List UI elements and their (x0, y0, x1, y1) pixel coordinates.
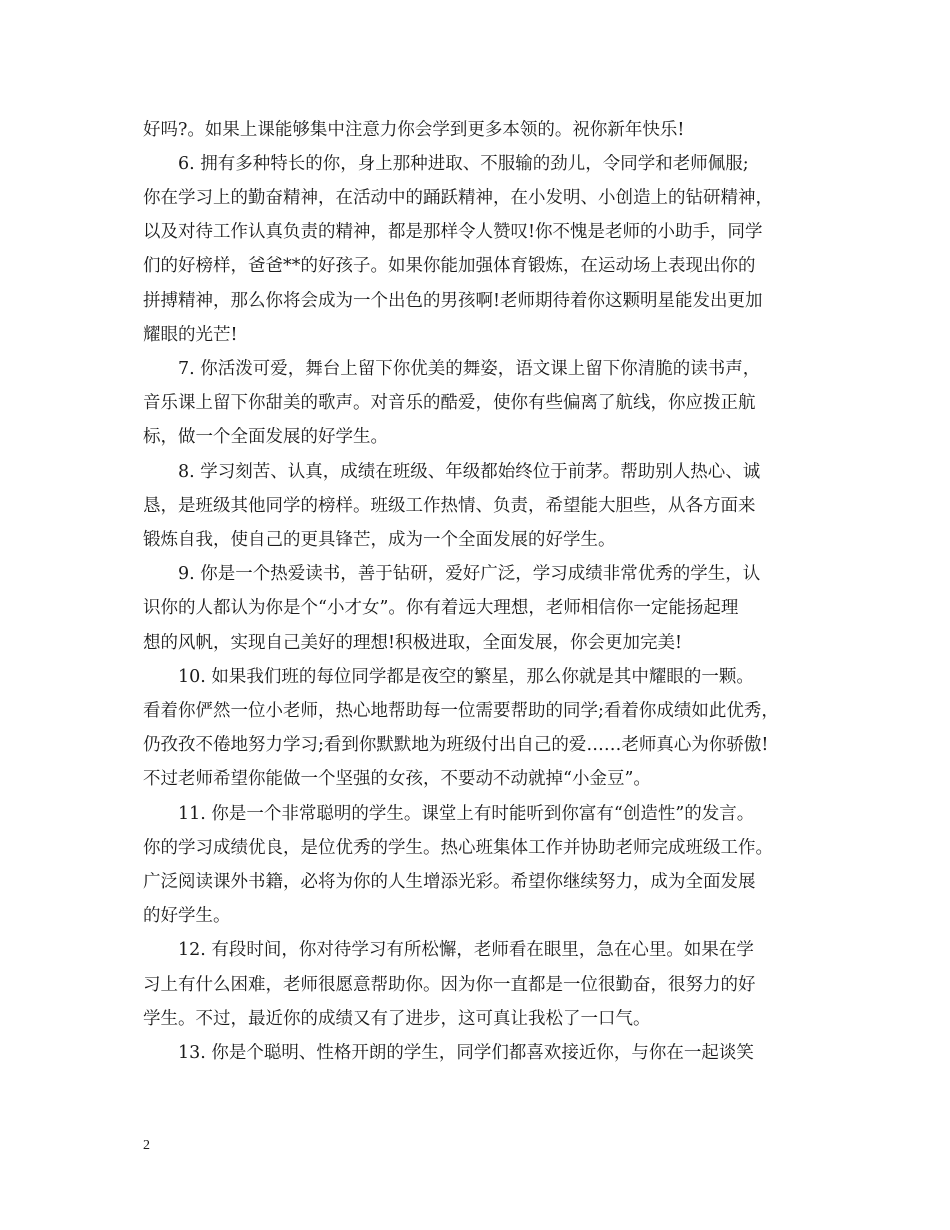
text-line: 恳，是班级其他同学的榜样。班级工作热情、负责，希望能大胆些，从各方面来 (143, 496, 756, 516)
text-line: 音乐课上留下你甜美的歌声。对音乐的酷爱，使你有些偏离了航线，你应拨正航 (143, 393, 756, 413)
text-line: 以及对待工作认真负责的精神，都是那样令人赞叹!你不愧是老师的小助手，同学 (143, 222, 763, 242)
text-line: 识你的人都认为你是个“小才女”。你有着远大理想，老师相信你一定能扬起理 (143, 598, 739, 618)
text-line: 8. 学习刻苦、认真，成绩在班级、年级都始终位于前茅。帮助别人热心、诚 (178, 462, 761, 482)
page-number: 2 (143, 1138, 150, 1153)
text-line: 13. 你是个聪明、性格开朗的学生，同学们都喜欢接近你，与你在一起谈笑 (178, 1043, 754, 1063)
text-line: 11. 你是一个非常聪明的学生。课堂上有时能听到你富有“创造性”的发言。 (178, 804, 755, 824)
text-line: 锻炼自我，使自己的更具锋芒，成为一个全面发展的好学生。 (143, 530, 616, 550)
text-line: 标，做一个全面发展的好学生。 (143, 427, 388, 447)
text-line: 好吗?。如果上课能够集中注意力你会学到更多本领的。祝你新年快乐! (143, 120, 685, 140)
text-line: 学生。不过，最近你的成绩又有了进步，这可真让我松了一口气。 (143, 1009, 651, 1029)
text-line: 习上有什么困难，老师很愿意帮助你。因为你一直都是一位很勤奋，很努力的好 (143, 975, 756, 995)
text-line: 广泛阅读课外书籍，必将为你的人生增添光彩。希望你继续努力，成为全面发展 (143, 872, 756, 892)
text-line: 7. 你活泼可爱，舞台上留下你优美的舞姿，语文课上留下你清脆的读书声， (178, 359, 761, 379)
text-line: 想的风帆，实现自己美好的理想!积极进取，全面发展，你会更加完美! (143, 633, 683, 653)
text-line: 你的学习成绩优良，是位优秀的学生。热心班集体工作并协助老师完成班级工作。 (143, 838, 773, 858)
text-line: 12. 有段时间，你对待学习有所松懈，老师看在眼里，急在心里。如果在学 (178, 940, 754, 960)
text-line: 10. 如果我们班的每位同学都是夜空的繁星，那么你就是其中耀眼的一颗。 (178, 667, 754, 687)
text-line: 9. 你是一个热爱读书，善于钻研，爱好广泛，学习成绩非常优秀的学生，认 (178, 564, 761, 584)
text-line: 看着你俨然一位小老师，热心地帮助每一位需要帮助的同学;看着你成绩如此优秀， (143, 701, 779, 721)
text-line: 耀眼的光芒! (143, 325, 238, 345)
text-line: 你在学习上的勤奋精神，在活动中的踊跃精神，在小发明、小创造上的钻研精神， (143, 188, 773, 208)
text-line: 不过老师希望你能做一个坚强的女孩，不要动不动就掉“小金豆”。 (143, 769, 651, 789)
text-line: 们的好榜样，爸爸**的好孩子。如果你能加强体育锻炼，在运动场上表现出你的 (143, 256, 756, 276)
text-line: 6. 拥有多种特长的你，身上那种进取、不服输的劲儿，令同学和老师佩服; (178, 154, 749, 174)
text-line: 仍孜孜不倦地努力学习;看到你默默地为班级付出自己的爱……老师真心为你骄傲! (143, 735, 769, 755)
text-line: 拼搏精神，那么你将会成为一个出色的男孩啊!老师期待着你这颗明星能发出更加 (143, 291, 763, 311)
text-line: 的好学生。 (143, 906, 231, 926)
